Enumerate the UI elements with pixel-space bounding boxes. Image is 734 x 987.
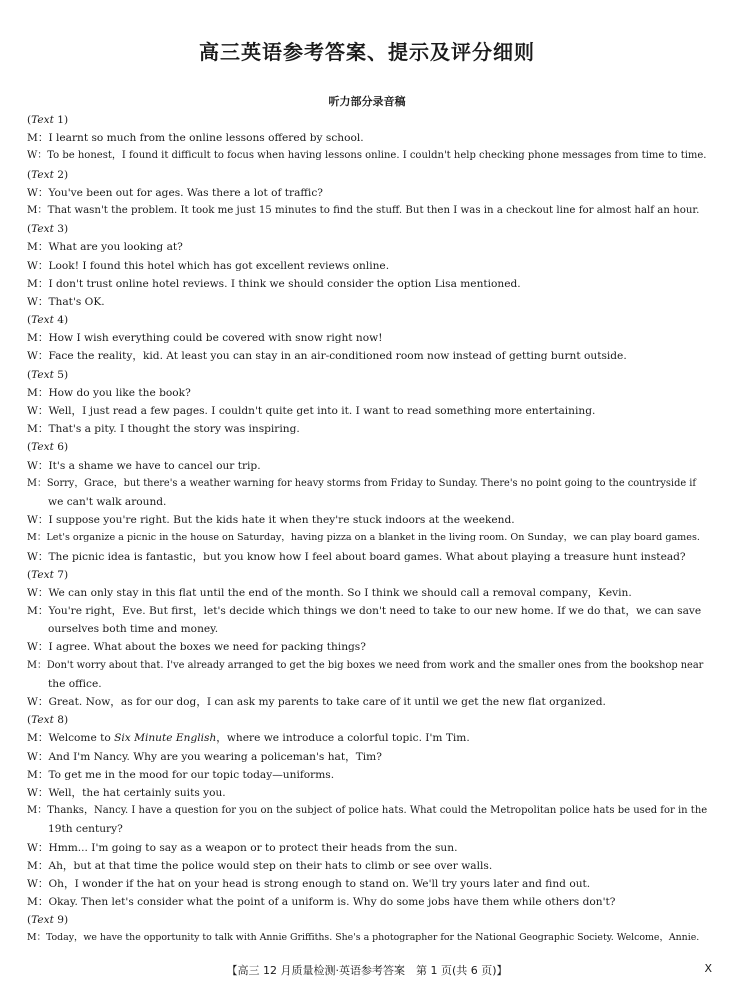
text-label: (Text 7) [27, 568, 69, 581]
dialogue-line: M：Okay. Then let's consider what the point of a uniform is. Why do some jobs have them while others don't? [27, 896, 616, 909]
dialogue-line: M：I don't trust online hotel reviews. I think we should consider the option Lisa mentioned. [27, 277, 521, 290]
page-title: 高三英语参考答案、提示及评分细则 [199, 40, 535, 64]
text-label: (Text 4) [27, 314, 69, 327]
dialogue-line: M：Let's organize a picnic in the house on Saturday，having pizza on a blanket in the living room. On Sunday，we can play board games. [27, 532, 700, 544]
dialogue-line: W：To be honest，I found it difficult to focus when having lessons online. I couldn't help checking phone messages from time to time. [27, 150, 707, 162]
section-heading: 听力部分录音稿 [328, 95, 406, 108]
page-footer: 【高三 12 月质量检测·英语参考答案 第 1 页(共 6 页)】 [226, 964, 508, 977]
dialogue-line: the office. [48, 677, 102, 690]
dialogue-line: M：That's a pity. I thought the story was inspiring. [27, 423, 300, 436]
footer-mark: X [704, 962, 712, 975]
dialogue-line: W：I suppose you're right. But the kids hate it when they're stuck indoors at the weekend. [27, 514, 515, 527]
dialogue-line: W：You've been out for ages. Was there a lot of traffic? [27, 186, 323, 199]
text-label: (Text 6) [27, 441, 69, 454]
dialogue-line: M：That wasn't the problem. It took me just 15 minutes to find the stuff. But then I was in a checkout line for almost half an hour. [27, 204, 700, 216]
transcript [27, 111, 709, 948]
dialogue-line: ourselves both time and money. [48, 623, 219, 636]
dialogue-line: M：You're right，Eve. But first，let's decide which things we don't need to take to our new home. If we do that，we can save [27, 605, 702, 618]
dialogue-line: M：I learnt so much from the online lessons offered by school. [27, 132, 364, 145]
dialogue-line: W：Hmm... I'm going to say as a weapon or to protect their heads from the sun. [27, 841, 458, 854]
dialogue-line: M：How I wish everything could be covered with snow right now! [27, 332, 383, 345]
dialogue-line: W：Well，I just read a few pages. I couldn't quite get into it. I want to read something more entertaining. [27, 405, 596, 417]
dialogue-line: M：What are you looking at? [27, 241, 183, 254]
dialogue-line: W：Great. Now，as for our dog，I can ask my parents to take care of it until we get the new flat organized. [27, 696, 606, 708]
dialogue-line: we can't walk around. [48, 495, 167, 508]
text-label: (Text 3) [27, 223, 69, 236]
text-label: (Text 8) [27, 714, 69, 727]
dialogue-line: W：The picnic idea is fantastic，but you know how I feel about board games. What about playing a treasure hunt instead? [27, 550, 686, 563]
text-label: (Text 9) [27, 914, 69, 927]
dialogue-line: W：Oh，I wonder if the hat on your head is strong enough to stand on. We'll try yours later and find out. [27, 877, 591, 890]
text-label: (Text 2) [27, 168, 69, 181]
dialogue-line: W：We can only stay in this flat until the end of the month. So I think we should call a removal company，Kevin. [27, 586, 632, 599]
dialogue-line: M：Welcome to Six Minute English，where we introduce a colorful topic. I'm Tim. [27, 732, 470, 745]
dialogue-line: W：And I'm Nancy. Why are you wearing a policeman's hat，Tim? [27, 750, 382, 763]
dialogue-line: M：Ah，but at that time the police would step on their hats to climb or see over walls. [27, 859, 493, 872]
dialogue-line: M：Thanks，Nancy. I have a question for you on the subject of police hats. What could the Metropolitan police hats be used for in the [27, 805, 708, 817]
dialogue-line: W：I agree. What about the boxes we need for packing things? [27, 641, 366, 654]
dialogue-line: M：To get me in the mood for our topic today—uniforms. [27, 768, 335, 781]
dialogue-line: 19th century? [48, 823, 123, 836]
dialogue-line: W：That's OK. [27, 295, 105, 308]
dialogue-line: W：Well，the hat certainly suits you. [27, 786, 226, 799]
dialogue-line: M：Don't worry about that. I've already arranged to get the big boxes we need from work and the smaller ones from the bookshop near [27, 659, 704, 671]
dialogue-line: M：How do you like the book? [27, 386, 191, 399]
dialogue-line: W：It's a shame we have to cancel our trip. [27, 459, 261, 472]
dialogue-line: M：Today，we have the opportunity to talk with Annie Griffiths. She's a photographer for the National Geographic Society. Welcome，Annie. [27, 932, 700, 944]
text-label: (Text 5) [27, 368, 69, 381]
text-label: (Text 1) [27, 114, 69, 126]
dialogue-line: W：Face the reality，kid. At least you can stay in an air-conditioned room now instead of getting burnt outside. [27, 350, 627, 363]
dialogue-line: W：Look! I found this hotel which has got excellent reviews online. [27, 259, 390, 272]
dialogue-line: M：Sorry，Grace，but there's a weather warning for heavy storms from Friday to Sunday. There's no point going to the countryside if [27, 477, 697, 489]
